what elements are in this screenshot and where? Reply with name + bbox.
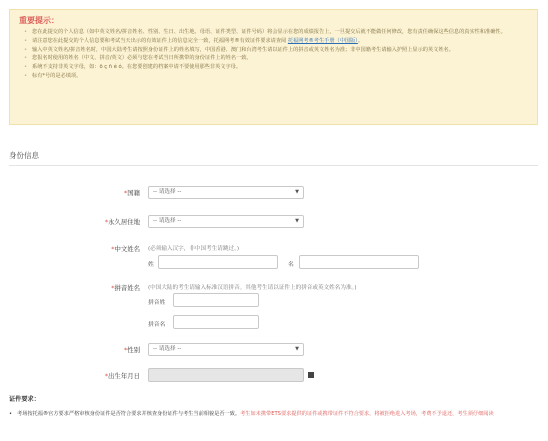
gender-select[interactable]: -- 请选择 -- ▼ [148,343,304,356]
notice-item: • 您在此提交的个人信息（如中英文姓名/拼音姓名、性别、生日、出生地、母语、证件类型、证件号码）将会显示在您的成绩报告上，一旦提交后就不能做任何修改，您有责任确保这些信息的真实性和准确性。 [24,28,530,37]
pinyin-given-name-input[interactable] [173,315,259,329]
caret-down-icon: ▼ [295,189,299,195]
pinyin-given-label: 拼音名 [148,322,166,328]
section-title-identity: 身份信息 [9,151,39,160]
gender-label: *性别 [124,346,140,354]
chinese-surname-input[interactable] [158,255,278,269]
requirements-text [9,410,539,419]
surname-label: 姓 [148,262,154,268]
notice-item: • 系统不支持非英文字母，如：ö ç ñ é ó。在您要创建的档案中请不要使用那些非英文字母。 [24,63,530,72]
requirements-title: 证件要求： [9,396,40,403]
nationality-select[interactable]: -- 请选择 -- ▼ [148,186,304,199]
calendar-icon[interactable] [308,372,314,378]
notice-title: 重要提示： [19,16,59,25]
chinese-name-hint: (必须输入汉字，非中国考生请跳过。) [148,246,240,252]
given-name-label: 名 [288,262,294,268]
pinyin-name-label: *拼音姓名 [111,284,140,292]
caret-down-icon: ▼ [295,218,299,224]
caret-down-icon: ▼ [295,346,299,352]
notice-item-with-link [24,37,530,46]
requirements-text-warning: 考生如未携带ETS要求提供的证件或携带证件不符合要求，将被拒绝进入考场，考费不予退还，考生须仔细阅读 [240,411,494,417]
requirements-text-prefix: 考场按托福®官方要求严格审核身份证件是否符合要求并核查身份证件与考生当前相貌是否一致。 [17,411,241,417]
notice-item: • 输入中英文姓名/拼音姓名时，中国大陆考生请按照身份证件上的姓名填写，中国香港、澳门和台湾考生请以证件上的拼音或英文姓名为准；非中国籍考生请输入护照上显示的英文姓名。 [24,46,530,55]
pinyin-name-hint: (中国大陆的考生请输入标准汉语拼音。其他考生请以证件上的拼音或英文姓名为准。) [148,285,357,291]
birthdate-label: *出生年月日 [104,372,140,380]
pinyin-surname-input[interactable] [173,293,259,307]
pinyin-surname-label: 拼音姓 [148,300,166,306]
residence-label: *永久居住地 [104,218,140,226]
notice-item-text: 请注意您在此提交的个人信息要和考试当天出示的有效证件上的信息完全一致，托福网考®有效证件要求请查阅 托福网考®考生手册（中国版）。 [32,37,364,44]
important-notice-panel [9,9,538,125]
notice-item: • 您报名时使用的姓名（中文、拼音/英文）必须与您在考试当日所携带的身份证件上的姓名一致。 [24,54,530,63]
nationality-label: *国籍 [124,189,140,197]
birthdate-input[interactable] [148,368,304,382]
chinese-name-label: *中文姓名 [111,245,140,253]
residence-select[interactable]: -- 请选择 -- ▼ [148,215,304,228]
handbook-link[interactable]: 托福网考®考生手册（中国版） [287,37,358,44]
chinese-given-name-input[interactable] [299,255,419,269]
notice-list [24,28,530,81]
notice-item: • 标有*号的是必填项。 [24,72,530,81]
section-divider [9,165,538,166]
